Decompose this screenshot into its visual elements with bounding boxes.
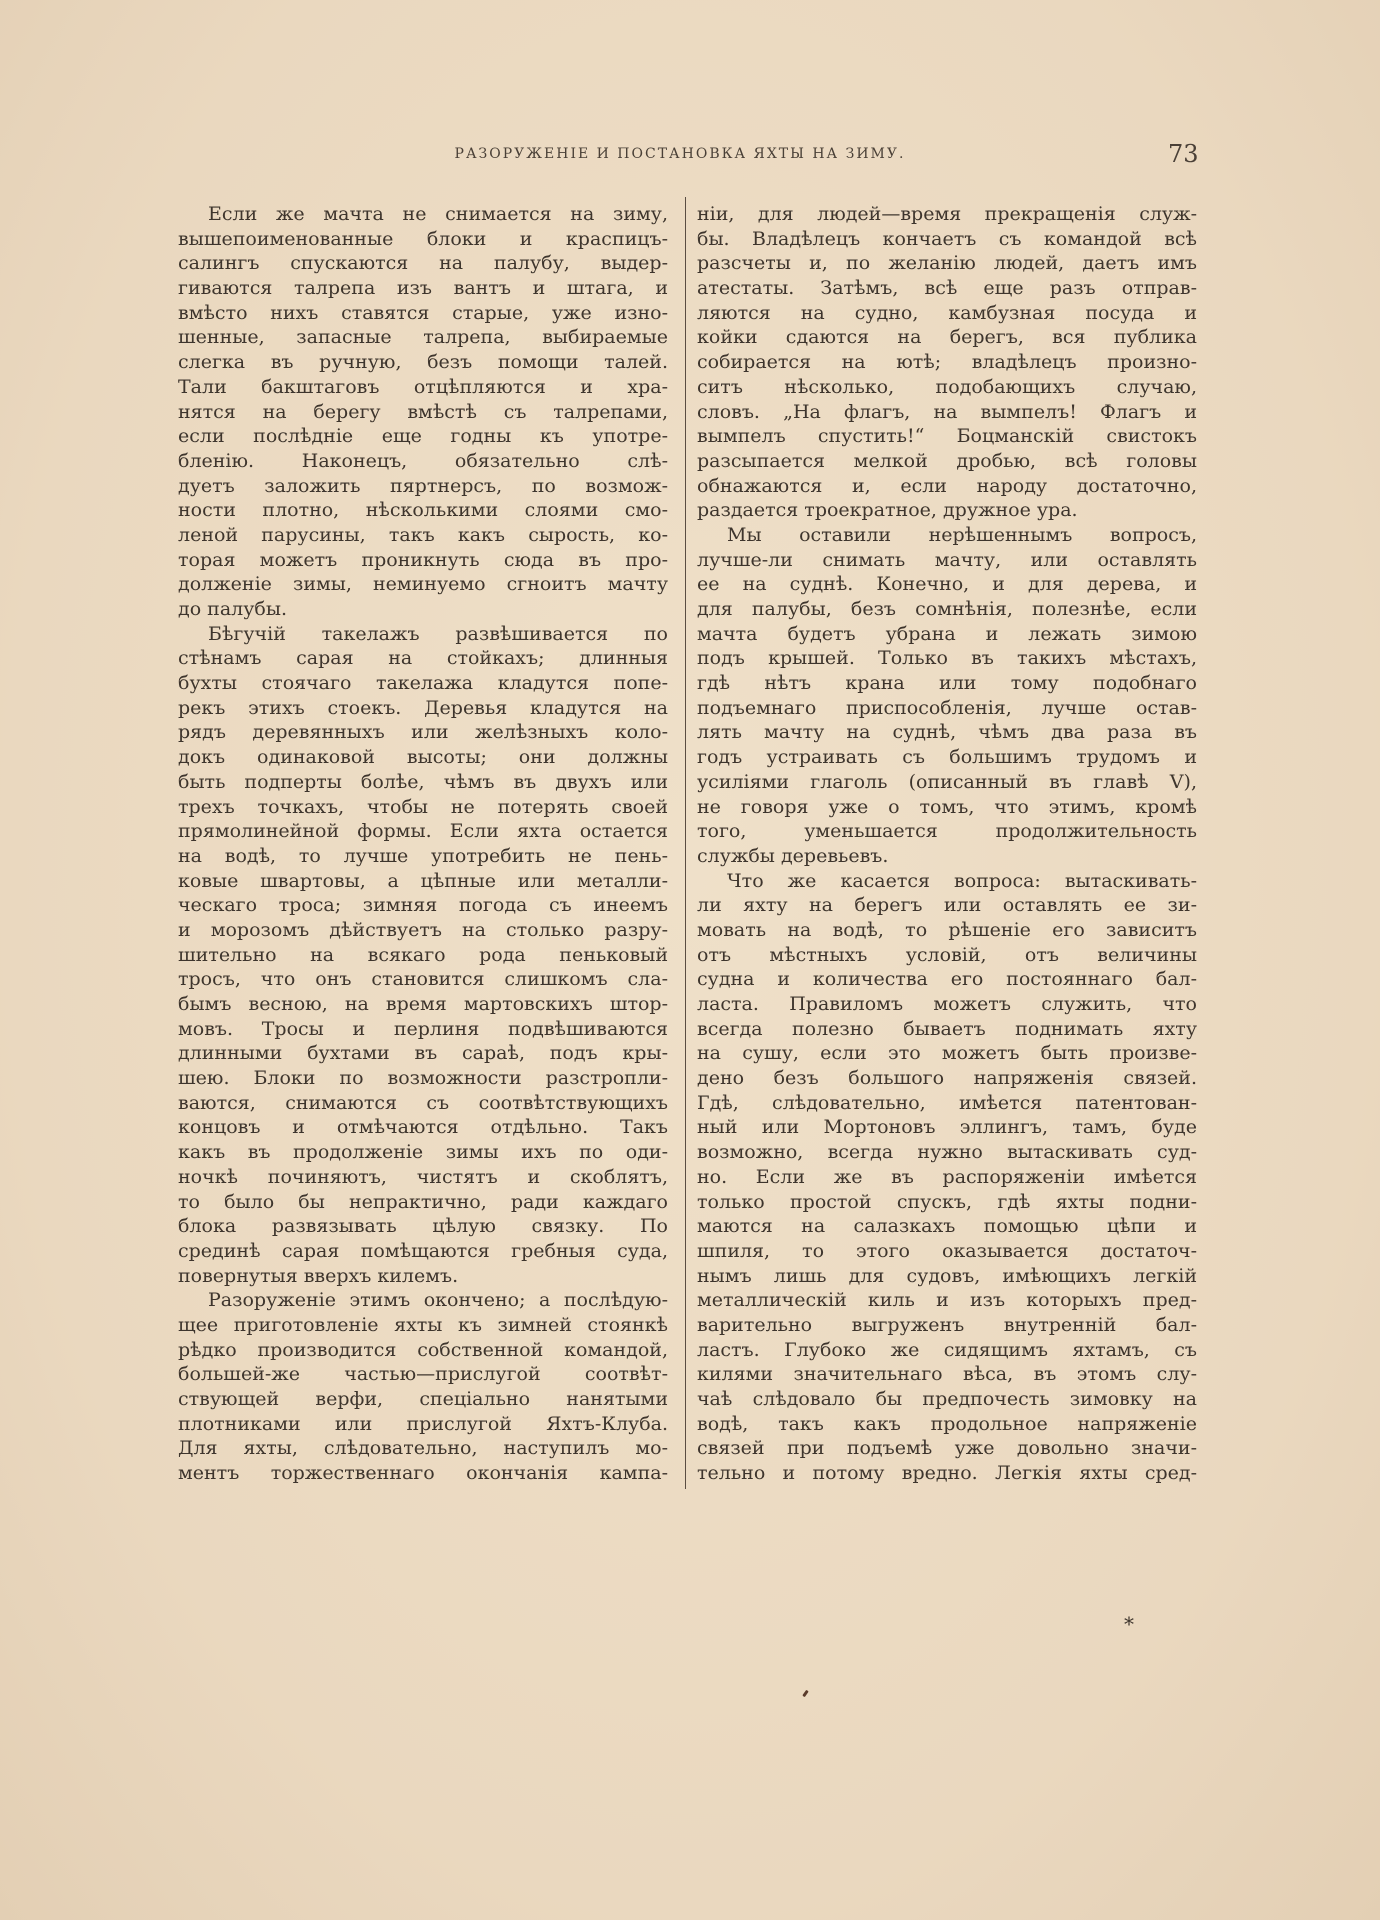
text-line: если послѣднiе еще годны къ употре- <box>178 425 668 448</box>
text-line: Бѣгучiй такелажъ развѣшивается по <box>208 622 668 645</box>
text-line: тельно и потому вредно. Легкiя яхты сред- <box>697 1462 1197 1485</box>
text-line: гиваются талрепа изъ вантъ и штага, и <box>178 277 668 300</box>
text-line: трехъ точкахъ, чтобы не потерять своей <box>178 795 668 818</box>
text-line: маются на салазкахъ помощью цѣпи и <box>697 1215 1197 1238</box>
text-line: не говоря уже о томъ, что этимъ, кромѣ <box>697 795 1197 818</box>
text-line: только простой спускъ, гдѣ яхты подни- <box>697 1190 1197 1213</box>
text-line: ковые швартовы, а цѣпные или металли- <box>178 869 668 892</box>
text-line: мачта будетъ убрана и лежать зимою <box>697 622 1197 645</box>
text-line: раздается троекратное, дружное ура. <box>697 499 1078 522</box>
text-line: слегка въ ручную, безъ помощи талей. <box>178 351 668 374</box>
text-line: плотниками или прислугой Яхтъ-Клуба. <box>178 1412 668 1435</box>
text-line: рекъ этихъ стоекъ. Деревья кладутся на <box>178 696 668 719</box>
text-line: подъ крышей. Только въ такихъ мѣстахъ, <box>697 647 1197 670</box>
paragraph <box>178 202 668 622</box>
text-line: ческаго троса; зимняя погода съ инеемъ <box>178 894 668 917</box>
text-line: на сушу, если это можетъ быть произве- <box>697 1042 1197 1065</box>
text-line: Если же мачта не снимается на зиму, <box>208 203 668 225</box>
right-column <box>697 202 1197 1486</box>
text-line: Тали бакштаговъ отцѣпляются и хра- <box>178 375 668 398</box>
text-line: вымпелъ спустить!“ Боцманскiй свистокъ <box>697 425 1197 448</box>
text-line: шительно на всякаго рода пеньковый <box>178 943 668 966</box>
text-line: Для яхты, слѣдовательно, наступилъ мо- <box>178 1437 668 1460</box>
text-line: чаѣ слѣдовало бы предпочесть зимовку на <box>697 1388 1197 1410</box>
text-line: мовъ. Тросы и перлиня подвѣшиваются <box>178 1017 668 1040</box>
text-line: подъемнаго приспособленiя, лучше остав- <box>697 696 1197 719</box>
text-line: на водѣ, то лучше употребить не пень- <box>178 844 668 867</box>
text-line: ее на суднѣ. Конечно, и для дерева, и <box>697 573 1197 596</box>
text-line: ли яхту на берегъ или оставлять ее зи- <box>697 894 1197 917</box>
text-line: долженiе зимы, неминуемо сгноитъ мачту <box>178 573 668 596</box>
running-head: РАЗОРУЖЕНIЕ И ПОСТАНОВКА ЯХТЫ НА ЗИМУ. <box>454 146 906 162</box>
text-line: возможно, всегда нужно вытаскивать суд- <box>697 1141 1197 1164</box>
text-line: дуетъ заложить пяртнерсъ, по возмож- <box>178 474 668 497</box>
text-line: разсыпается мелкой дробью, всѣ головы <box>697 449 1197 472</box>
text-line: шею. Блоки по возможности разстропли- <box>178 1067 668 1090</box>
text-line: блока развязывать цѣлую связку. По <box>178 1215 668 1238</box>
text-line: усилiями глаголь (описанный въ главѣ V), <box>697 770 1197 793</box>
text-line: разсчеты и, по желанiю людей, даетъ имъ <box>697 252 1197 275</box>
text-line: мовать на водѣ, то рѣшенiе его зависитъ <box>697 918 1197 941</box>
text-line: рѣдко производится собственной командой, <box>178 1338 668 1361</box>
page-number: 73 <box>1168 140 1199 168</box>
text-line: вмѣсто нихъ ставятся старые, уже изно- <box>178 301 668 324</box>
text-line: нiи, для людей—время прекращенiя служ- <box>697 203 1197 225</box>
text-line: стѣнамъ сарая на стойкахъ; длинныя <box>178 647 668 670</box>
text-line: салингъ спускаются на палубу, выдер- <box>178 252 668 275</box>
signature-mark: * <box>1124 1612 1134 1636</box>
text-line: гдѣ нѣтъ крана или тому подобнаго <box>697 672 1197 695</box>
text-line: дено безъ большого напряженiя связей. <box>697 1067 1197 1090</box>
text-line: Мы оставили нерѣшеннымъ вопросъ, <box>727 523 1197 546</box>
text-line: койки сдаются на берегъ, вся публика <box>697 326 1197 349</box>
text-line: до палубы. <box>178 598 288 620</box>
text-line: Разоруженiе этимъ окончено; а послѣдую- <box>208 1289 668 1312</box>
text-line: ляются на судно, камбузная посуда и <box>697 301 1197 324</box>
text-line: собирается на ютѣ; владѣлецъ произно- <box>697 351 1197 374</box>
text-line: нымъ лишь для судовъ, имѣющихъ легкiй <box>697 1264 1197 1287</box>
text-line: докъ одинаковой высоты; они должны <box>178 746 668 769</box>
text-line: ситъ нѣсколько, подобающихъ случаю, <box>697 375 1197 398</box>
text-line: бухты стоячаго такелажа кладутся попе- <box>178 672 668 695</box>
text-line: обнажаются и, если народу достаточно, <box>697 474 1197 497</box>
text-line: рядъ деревянныхъ или желѣзныхъ коло- <box>178 721 668 744</box>
text-line: ментъ торжественнаго окончанiя кампа- <box>178 1462 668 1485</box>
text-line: ласта. Правиломъ можетъ служить, что <box>697 993 1197 1015</box>
text-line: повернутыя вверхъ килемъ. <box>178 1264 459 1287</box>
text-line: годъ устраивать съ большимъ трудомъ и <box>697 746 1197 769</box>
text-line: килями значительнаго вѣса, въ этомъ слу- <box>697 1363 1197 1386</box>
text-line: щее приготовленiе яхты къ зимней стоянкѣ <box>178 1313 668 1336</box>
paragraph <box>178 622 668 1289</box>
text-line: атестаты. Затѣмъ, всѣ еще разъ отправ- <box>697 277 1197 300</box>
text-line: прямолинейной формы. Если яхта остается <box>178 820 668 843</box>
text-line: торая можетъ проникнуть сюда въ про- <box>178 548 668 571</box>
text-line: длинными бухтами въ сараѣ, подъ кры- <box>178 1042 668 1065</box>
text-line: шенные, запасные талрепа, выбираемые <box>178 326 668 349</box>
text-line: тросъ, что онъ становится слишкомъ сла- <box>178 968 668 991</box>
text-line: вышепоименованные блоки и краспицъ- <box>178 227 668 250</box>
text-line: судна и количества его постояннаго бал- <box>697 968 1197 991</box>
text-line: какъ въ продолженiе зимы ихъ по оди- <box>178 1141 668 1164</box>
text-line: леной парусины, такъ какъ сырость, ко- <box>178 523 668 546</box>
text-line: ваются, снимаются съ соотвѣтствующихъ <box>178 1091 668 1114</box>
paragraph <box>697 202 1197 523</box>
text-line: словъ. „На флагъ, на вымпелъ! Флагъ и <box>697 400 1197 423</box>
text-line: лять мачту на суднѣ, чѣмъ два раза въ <box>697 721 1197 744</box>
text-line: службы деревьевъ. <box>697 844 889 867</box>
text-line: быть подперты болѣе, чѣмъ въ двухъ или <box>178 770 668 793</box>
column-divider <box>685 197 686 1489</box>
text-line: ластъ. Глубоко же сидящимъ яхтамъ, съ <box>697 1338 1197 1361</box>
text-line: лучше-ли снимать мачту, или оставлять <box>697 548 1197 571</box>
text-line: бленiю. Наконецъ, обязательно слѣ- <box>178 449 668 472</box>
text-line: ности плотно, нѣсколькими слоями смо- <box>178 499 668 522</box>
text-line: отъ мѣстныхъ условiй, отъ величины <box>697 943 1197 966</box>
text-line: ночкѣ починяютъ, чистятъ и скоблятъ, <box>178 1165 668 1188</box>
text-line: бымъ весною, на время мартовскихъ штор- <box>178 993 668 1015</box>
text-line: то было бы непрактично, ради каждаго <box>178 1190 668 1213</box>
text-line: большей-же частью—прислугой соотвѣт- <box>178 1363 668 1386</box>
text-line: варительно выгруженъ внутреннiй бал- <box>697 1313 1197 1336</box>
paragraph <box>697 869 1197 1486</box>
text-line: ный или Мортоновъ эллингъ, тамъ, буде <box>697 1116 1197 1139</box>
text-line: но. Если же въ распоряженiи имѣется <box>697 1165 1197 1188</box>
text-line: всегда полезно бываетъ поднимать яхту <box>697 1017 1197 1040</box>
text-line: Гдѣ, слѣдовательно, имѣется патентован- <box>697 1091 1197 1114</box>
text-line: Что же касается вопроса: вытаскивать- <box>727 869 1197 892</box>
text-line: нятся на берегу вмѣстѣ съ талрепами, <box>178 400 668 423</box>
text-line: бы. Владѣлецъ кончаетъ съ командой всѣ <box>697 227 1197 250</box>
text-line: для палубы, безъ сомнѣнiя, полезнѣе, если <box>697 598 1197 620</box>
paragraph <box>697 523 1197 869</box>
text-line: концовъ и отмѣчаются отдѣльно. Такъ <box>178 1116 668 1139</box>
text-line: металлическiй киль и изъ которыхъ пред- <box>697 1289 1197 1312</box>
text-line: водѣ, такъ какъ продольное напряженiе <box>697 1412 1197 1435</box>
text-line: шпиля, то этого оказывается достаточ- <box>697 1239 1197 1262</box>
paragraph <box>178 1288 668 1486</box>
text-line: связей при подъемѣ уже довольно значи- <box>697 1437 1197 1460</box>
text-line: ствующей верфи, спецiально нанятыми <box>178 1388 668 1410</box>
text-line: и морозомъ дѣйствуетъ на столько разру- <box>178 918 668 941</box>
left-column <box>178 202 668 1486</box>
text-line: срединѣ сарая помѣщаются гребныя суда, <box>178 1239 668 1262</box>
text-line: того, уменьшается продолжительность <box>697 820 1197 843</box>
